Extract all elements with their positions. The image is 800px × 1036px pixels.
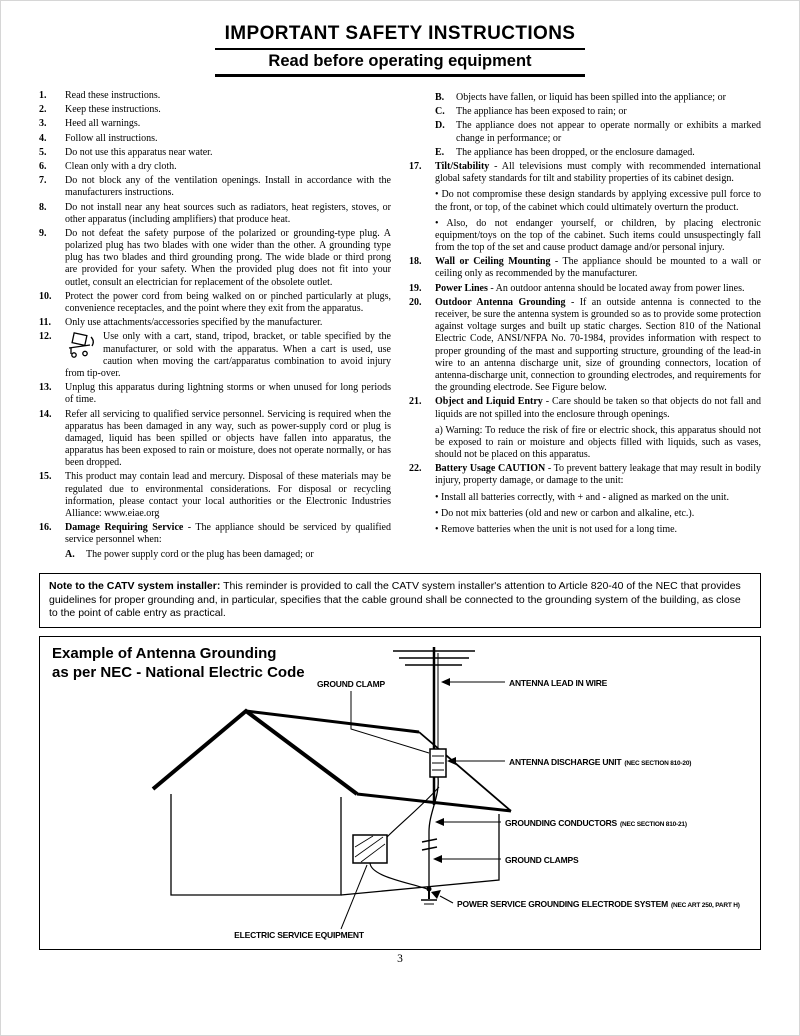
instruction-lead: Object and Liquid Entry [435, 396, 543, 408]
instruction-item [409, 396, 761, 461]
instruction-body [65, 471, 391, 520]
page-header [39, 23, 761, 77]
label-antenna-discharge-unit: ANTENNA DISCHARGE UNIT (NEC SECTION 810-20) [509, 757, 692, 768]
instruction-number: 2. [39, 104, 47, 116]
instruction-item [39, 90, 391, 102]
note-text: This reminder is provided to call the CATV system installer's attention to Article 820-40 of the NEC that provides guidelines for proper grounding and, in particular, specifies that the cable ground shall be connected to the grounding system of the building, as close to the point of cable entry as practical. [49, 579, 741, 620]
instruction-number: 8. [39, 201, 47, 213]
arrow-power-service [431, 890, 441, 899]
instruction-number: 5. [39, 146, 47, 158]
instruction-text: Read these instructions. [65, 90, 161, 101]
label-antenna-lead-in-wire: ANTENNA LEAD IN WIRE [509, 678, 608, 689]
arrow-conductors [435, 818, 444, 826]
instruction-text: Heed all warnings. [65, 118, 141, 130]
instruction-item [39, 331, 391, 380]
arrow-lead-in [441, 678, 450, 686]
instruction-number: 15. [39, 471, 52, 483]
instruction-item [409, 256, 761, 280]
instruction-paragraph: • Do not mix batteries (old and new or carbon and alkaline, etc.). [435, 507, 695, 519]
page-subtitle: Read before operating equipment [215, 50, 586, 77]
instruction-body [65, 175, 391, 199]
right-column [409, 90, 761, 563]
instruction-paragraph: • Remove batteries when the unit is not used for a long time. [435, 524, 678, 535]
instruction-text: Follow all instructions. [65, 132, 158, 144]
instruction-item [39, 118, 391, 130]
instruction-text: This product may contain lead and mercury. Disposal of these materials may be regulated due to environmental considerations. For disposal or recycling information, please contact your local authorities or the Electronic Industries Alliance: www.eiae.org [65, 471, 391, 519]
antenna-mast [393, 647, 475, 805]
instruction-body [435, 463, 761, 536]
instruction-text: Keep these instructions. [65, 104, 161, 116]
instruction-lead: Outdoor Antenna Grounding [435, 296, 566, 308]
subitem-letter: B. [435, 92, 445, 103]
subitem-letter: C. [435, 106, 445, 118]
instruction-item [39, 291, 391, 315]
instruction-number: 14. [39, 408, 52, 420]
instruction-text: - The appliance should be serviced by qualified service personnel when: [65, 522, 391, 546]
instruction-item [409, 463, 761, 536]
instruction-item [39, 409, 391, 470]
instruction-subitem [65, 549, 391, 561]
page-number: 3 [397, 953, 403, 966]
instruction-body [435, 90, 761, 159]
instruction-paragraph: • Do not compromise these design standards by applying excessive pull force to the front, or top, of the cabinet which could ultimately overturn the product. [435, 189, 761, 213]
instruction-text: Refer all servicing to qualified service personnel. Servicing is required when the apparatus has been damaged in any way, such as power-supply cord or plug is damaged, liquid has been spilled or objects have fallen into apparatus, the apparatus has been exposed to rain or moisture, does not operate normally, or has been dropped. [65, 408, 391, 469]
instruction-item [39, 202, 391, 226]
arrow-clamps [433, 855, 442, 863]
instruction-number: 3. [39, 118, 47, 130]
instruction-number: 19. [409, 282, 422, 294]
instruction-text: Only use attachments/accessories specified by the manufacturer. [65, 317, 323, 329]
instruction-item [409, 161, 761, 254]
instruction-number: 21. [409, 396, 422, 408]
house-drawing [153, 711, 511, 895]
grounding-system [353, 749, 446, 904]
instruction-text: Unplug this apparatus during lightning storms or when unused for long periods of time. [65, 382, 391, 406]
instruction-item [39, 228, 391, 289]
subitem-text: The appliance has been exposed to rain; or [456, 106, 627, 118]
instruction-body [65, 522, 391, 561]
instruction-text: Do not use this apparatus near water. [65, 146, 213, 158]
instruction-item [39, 317, 391, 329]
subitem-text: The appliance does not appear to operate normally or exhibits a marked change in performance; or [456, 120, 761, 144]
instruction-number: 18. [409, 256, 422, 268]
instruction-body [65, 409, 391, 470]
instruction-body [65, 147, 391, 159]
instruction-text: - If an outside antenna is connected to the receiver, be sure the antenna system is grounded so as to provide some protection against voltage surges and built up static charges. Section 810 of the National Electric Code, ANSI/NFPA No. 70-1984, provides information with respect to proper grounding of the mast and supporting structure, grounding of the lead-in wire to an antenna discharge unit, size of grounding connectors, location of antenna-discharge unit, connection to grounding electrodes, and requirements for the grounding electrode. See Figure below. [435, 296, 761, 394]
label-grounding-conductors: GROUNDING CONDUCTORS (NEC SECTION 810-21) [505, 818, 687, 829]
instruction-lead: Wall or Ceiling Mounting [435, 256, 551, 268]
instruction-number: 10. [39, 290, 52, 302]
note-lead: Note to the CATV system installer: [49, 579, 221, 592]
instruction-subitem [435, 120, 761, 144]
label-electric-service-equipment: ELECTRIC SERVICE EQUIPMENT [234, 930, 364, 941]
instruction-number: 11. [39, 317, 51, 329]
instruction-lead: Tilt/Stability [435, 160, 490, 172]
instruction-number: 1. [39, 90, 47, 101]
instruction-text: - The appliance should be mounted to a wall or ceiling only as recommended by the manufacturer. [435, 256, 761, 280]
instruction-text: Do not install near any heat sources such as radiators, heat registers, stoves, or other apparatus (including amplifiers) that produce heat. [65, 201, 391, 225]
instruction-item [409, 297, 761, 395]
left-column [39, 90, 391, 563]
subitem-letter: A. [65, 548, 75, 560]
diagram-title-line1: Example of Antenna Grounding [52, 645, 277, 663]
instruction-number: 16. [39, 522, 52, 534]
subitem-text: The power supply cord or the plug has been damaged; or [86, 548, 314, 560]
instruction-number: 12. [39, 331, 52, 343]
instruction-number: 20. [409, 296, 422, 308]
instruction-text: Do not block any of the ventilation openings. Install in accordance with the manufacturers instructions. [65, 175, 391, 199]
instruction-body [65, 202, 391, 226]
instruction-body [65, 228, 391, 289]
label-leaders [341, 682, 505, 929]
subitem-text: The appliance has been dropped, or the enclosure damaged. [456, 146, 695, 158]
instruction-paragraph: a) Warning: To reduce the risk of fire or electric shock, this apparatus should not be exposed to rain or moisture and objects filled with liquids, such as vases, should not be placed on this apparatus. [435, 424, 761, 461]
instruction-item [39, 522, 391, 561]
instruction-item [39, 471, 391, 520]
page-title: IMPORTANT SAFETY INSTRUCTIONS [215, 23, 586, 50]
instruction-body [65, 133, 391, 145]
label-power-service-grounding: POWER SERVICE GROUNDING ELECTRODE SYSTEM (NEC ART 250, PART H) [457, 899, 740, 910]
antenna-grounding-diagram [39, 636, 761, 950]
instruction-subitem [435, 147, 761, 159]
instruction-item [39, 161, 391, 173]
instruction-body [65, 331, 391, 380]
instruction-number: 4. [39, 132, 47, 144]
instruction-text: - All televisions must comply with recommended international global safety standards for tilt and stability properties of its cabinet design. [435, 160, 761, 185]
label-ground-clamp: GROUND CLAMP [317, 679, 385, 690]
instruction-body [435, 161, 761, 254]
instruction-number: 6. [39, 160, 47, 172]
instruction-text: - To prevent battery leakage that may result in bodily injury, property damage, or damage to the unit: [435, 463, 761, 487]
instruction-item [39, 133, 391, 145]
instruction-subitem [435, 106, 761, 118]
instruction-number: 9. [39, 227, 47, 239]
instruction-item [39, 104, 391, 116]
instruction-text: Use only with a cart, stand, tripod, bracket, or table specified by the manufacturer, or sold with the apparatus. When a cart is used, use caution when moving the cart/apparatus combination to avoid injury from tip-over. [65, 331, 391, 379]
instruction-item [39, 382, 391, 406]
instruction-body [65, 161, 391, 173]
instruction-body [435, 396, 761, 461]
instruction-item [39, 175, 391, 199]
subitem-letter: D. [435, 120, 445, 132]
diagram-title-line2: as per NEC - National Electric Code [52, 664, 305, 682]
subitem-text: Objects have fallen, or liquid has been spilled into the appliance; or [456, 92, 726, 103]
instruction-number [409, 90, 427, 159]
instructions-columns [39, 90, 761, 563]
instruction-text: Clean only with a dry cloth. [65, 160, 177, 172]
instruction-text: - An outdoor antenna should be located away from power lines. [487, 282, 745, 294]
instruction-text: - Care should be taken so that objects do not fall and liquids are not spilled into the enclosure through openings. [435, 396, 761, 420]
instruction-body [435, 297, 761, 395]
instruction-paragraph: • Also, do not endanger yourself, or children, by placing electronic equipment/toys on the top of the cabinet. Such items could unsuspectingly fall from the top of the set and cause product damage and/or personal injury. [435, 217, 761, 254]
grounding-diagram-drawing [40, 637, 760, 949]
instruction-paragraph: • Install all batteries correctly, with + and - aligned as marked on the unit. [435, 491, 729, 503]
instruction-number: 7. [39, 175, 47, 187]
subitem-letter: E. [435, 146, 445, 158]
label-ground-clamps: GROUND CLAMPS [505, 855, 579, 866]
instruction-number: 13. [39, 382, 52, 394]
instruction-body [435, 283, 761, 295]
instruction-item [409, 283, 761, 295]
instruction-number: 22. [409, 463, 422, 475]
instruction-body [65, 382, 391, 406]
instruction-lead: Battery Usage CAUTION [435, 463, 546, 475]
instruction-body [65, 90, 391, 102]
instruction-number: 17. [409, 160, 422, 172]
instruction-body [435, 256, 761, 280]
instruction-body [65, 104, 391, 116]
header-title-block [215, 23, 586, 77]
instruction-lead: Damage Requiring Service [65, 522, 184, 534]
instruction-body [65, 291, 391, 315]
instruction-text: Do not defeat the safety purpose of the polarized or grounding-type plug. A polarized plug has two blades with one wider than the other. A grounding type plug has two blades and third grounding prong. The wide blade or third prong are provided for your safety. When the provided plug does not fit into your outlet, consult an electrician for replacement of the obsolete outlet. [65, 227, 391, 288]
cart-tip-over-warning-icon [65, 332, 97, 359]
instruction-item [409, 90, 761, 159]
instruction-text: Protect the power cord from being walked on or pinched particularly at plugs, convenience receptacles, and the point where they exit from the apparatus. [65, 290, 391, 314]
instruction-item [39, 147, 391, 159]
instruction-body [65, 317, 391, 329]
instruction-subitem [435, 92, 761, 104]
instruction-body [65, 118, 391, 130]
catv-installer-note [39, 573, 761, 629]
instruction-lead: Power Lines [435, 282, 488, 294]
electric-service-equipment-box [353, 835, 387, 863]
